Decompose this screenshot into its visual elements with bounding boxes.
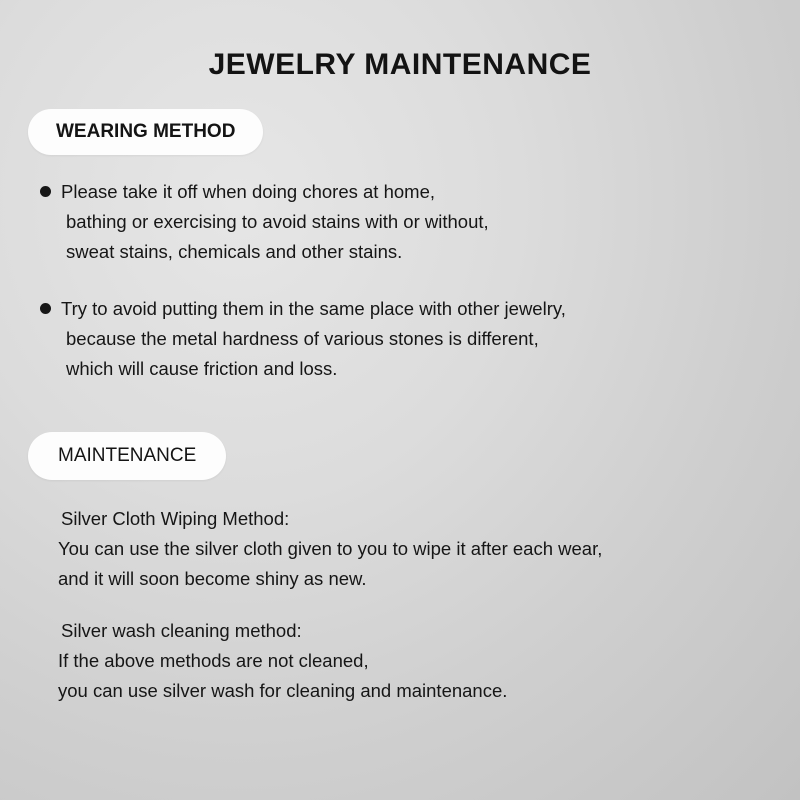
list-item [40, 177, 800, 266]
list-item-line: Please take it off when doing chores at home, [61, 181, 436, 202]
maintenance-label: MAINTENANCE [28, 432, 226, 480]
section-header-maintenance [28, 432, 800, 480]
list-item-line: bathing or exercising to avoid stains with or without, [66, 210, 489, 232]
section-header-wearing-method [28, 109, 800, 155]
paragraph-line: If the above methods are not cleaned, [58, 649, 369, 671]
wearing-method-label: WEARING METHOD [28, 109, 263, 155]
paragraph-line: You can use the silver cloth given to you to wipe it after each wear, [58, 537, 603, 559]
list-item-line: sweat stains, chemicals and other stains. [66, 240, 403, 262]
paragraph-line: Silver wash cleaning method: [61, 619, 302, 641]
list-item [40, 294, 800, 383]
list-item-text [61, 294, 566, 383]
list-item-line: because the metal hardness of various stones is different, [66, 328, 539, 350]
paragraph-line: Silver Cloth Wiping Method: [61, 507, 290, 529]
page-title: JEWELRY MAINTENANCE [208, 48, 592, 81]
bullet-dot-icon [40, 303, 51, 314]
list-item-line: Try to avoid putting them in the same place with other jewelry, [61, 298, 566, 320]
list-item-line: which will cause friction and loss. [66, 357, 338, 379]
wearing-method-bullet-list [0, 177, 800, 384]
maintenance-paragraph-silver-cloth [58, 504, 800, 594]
paragraph-line: and it will soon become shiny as new. [58, 567, 367, 589]
maintenance-body [58, 504, 800, 706]
list-item-text [61, 177, 489, 266]
maintenance-paragraph-silver-wash [58, 616, 800, 706]
bullet-dot-icon [40, 186, 51, 197]
paragraph-line: you can use silver wash for cleaning and maintenance. [58, 679, 508, 701]
